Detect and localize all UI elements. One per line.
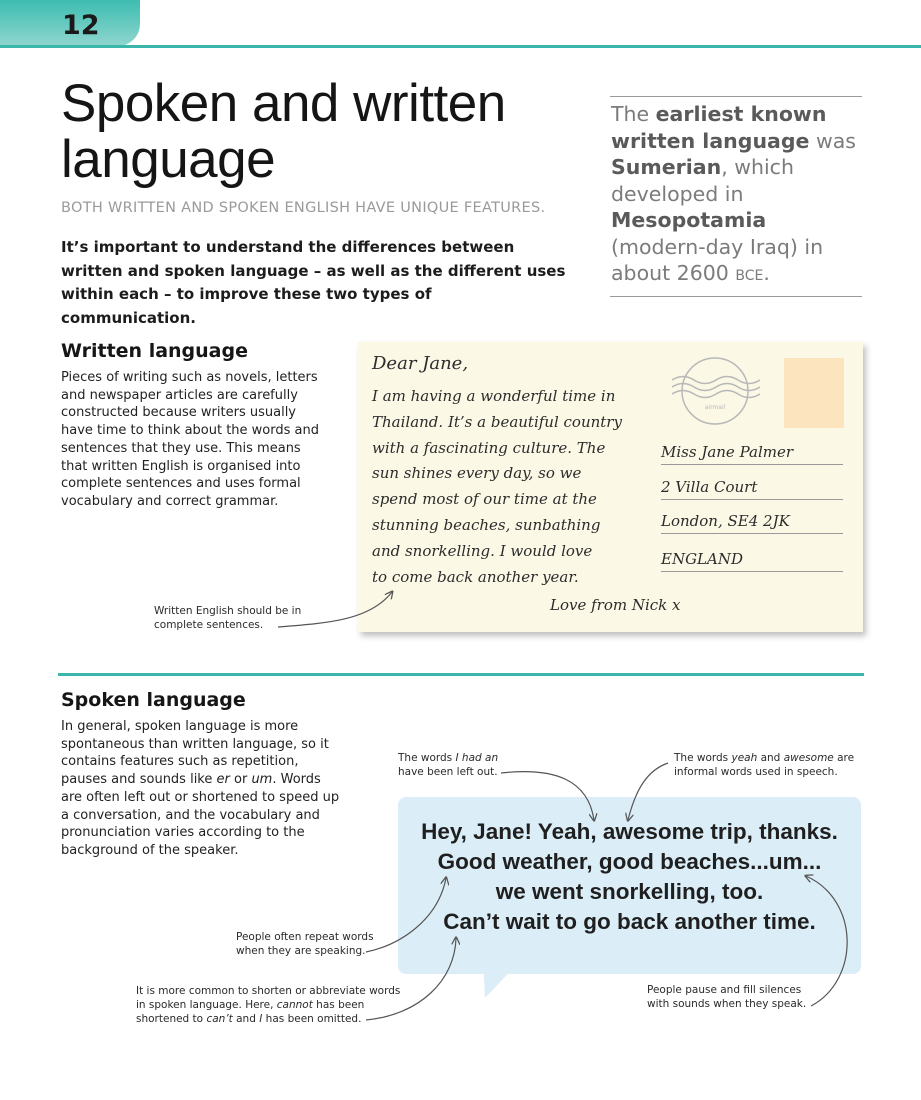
written-annotation: Written English should be in complete sentences. xyxy=(154,605,302,631)
page-number: 12 xyxy=(62,10,100,41)
postcard-line: Thailand. It’s a beautiful country xyxy=(372,412,622,431)
spoken-body-em: um xyxy=(251,772,273,788)
note-repeat: People often repeat words when they are speaking. xyxy=(236,931,374,957)
speech-line: Good weather, good beaches...um... xyxy=(437,849,822,874)
postcard-line: stunning beaches, sunbathing xyxy=(372,515,601,534)
written-body: Pieces of writing such as novels, letters and newspaper articles are carefully constructed because writers usually have time to think about the words and sentences that they use. This means that written English is organised into complete sentences and uses formal vocabulary and correct grammar. xyxy=(61,370,319,509)
fact-text: The xyxy=(611,102,656,126)
fact-era: bce xyxy=(735,261,764,285)
arrow-informal xyxy=(628,763,668,820)
arrow-pause xyxy=(806,876,847,1006)
fact-text: (modern-day Iraq) in about 2600 xyxy=(611,234,824,285)
spoken-heading: Spoken language xyxy=(61,689,246,711)
spoken-body-text: or xyxy=(229,772,252,788)
arrow-repeat xyxy=(366,878,446,952)
postcard-line: I am having a wonderful time in xyxy=(372,387,616,405)
spoken-body-text: In general, spoken language is more spontaneous than written language, so it contains features such as repetition, pauses and sounds like xyxy=(61,719,329,788)
postcard-line: with a fascinating culture. The xyxy=(372,438,606,457)
arrow-written xyxy=(278,592,392,627)
postmark-text: airmail xyxy=(704,404,726,411)
note-em: I had an xyxy=(455,752,499,764)
arrow-left-out xyxy=(501,772,594,820)
fact-emphasis: earliest known written language xyxy=(611,102,827,153)
note-text: It is more common to shorten or abbreviate words in spoken language. Here, xyxy=(136,985,401,1011)
spoken-body-text: . Words are often left out or shortened to speed up a conversation, and the vocabulary and pronunciation varies according to the background of the speaker. xyxy=(61,772,340,858)
note-text: has been shortened to xyxy=(136,999,365,1025)
page-title: Spoken and written language xyxy=(61,74,506,189)
page-subtitle: BOTH WRITTEN AND SPOKEN ENGLISH HAVE UNIQUE FEATURES. xyxy=(61,200,546,216)
note-pause: People pause and fill silences with sounds when they speak. xyxy=(647,984,807,1010)
note-text: The words xyxy=(674,752,732,764)
address-line: ENGLAND xyxy=(661,550,843,572)
arrow-shorten xyxy=(366,938,456,1020)
spoken-body-em: er xyxy=(216,772,230,788)
fact-text: . xyxy=(763,261,770,285)
postcard-line: sun shines every day, so we xyxy=(372,464,582,483)
note-text: The words xyxy=(398,752,456,764)
note-text: are informal words used in speech. xyxy=(674,752,855,778)
note-em: awesome xyxy=(783,752,834,764)
address-line: Miss Jane Palmer xyxy=(661,443,843,465)
address-line: 2 Villa Court xyxy=(661,478,843,500)
fact-text: , which developed in xyxy=(611,155,794,206)
postcard-line: to come back another year. xyxy=(372,567,579,586)
note-em: yeah xyxy=(731,752,758,764)
note-text: and xyxy=(757,752,784,764)
note-em: I xyxy=(259,1013,263,1025)
postcard-signoff: Love from Nick x xyxy=(550,596,681,614)
fact-emphasis: Mesopotamia xyxy=(611,208,767,232)
speech-line: we went snorkelling, too. xyxy=(495,879,764,904)
note-text: and xyxy=(232,1013,260,1025)
fact-text: was xyxy=(809,128,856,153)
speech-line: Hey, Jane! Yeah, awesome trip, thanks. xyxy=(421,819,838,844)
intro-paragraph: It’s important to understand the differences between written and spoken language – as well as the different uses within each – to improve these two types of communication. xyxy=(61,238,566,327)
fact-emphasis: Sumerian xyxy=(611,155,722,179)
address-line: London, SE4 2JK xyxy=(661,512,843,534)
written-heading: Written language xyxy=(61,340,248,362)
postcard-greeting: Dear Jane, xyxy=(372,353,469,374)
note-em: can’t xyxy=(206,1013,233,1025)
speech-line: Can’t wait to go back another time. xyxy=(443,909,816,934)
note-text: has been omitted. xyxy=(262,1013,362,1025)
postcard-line: and snorkelling. I would love xyxy=(372,541,593,560)
postcard-line: spend most of our time at the xyxy=(372,490,597,509)
note-em: cannot xyxy=(276,999,313,1011)
note-text: have been left out. xyxy=(398,766,498,778)
